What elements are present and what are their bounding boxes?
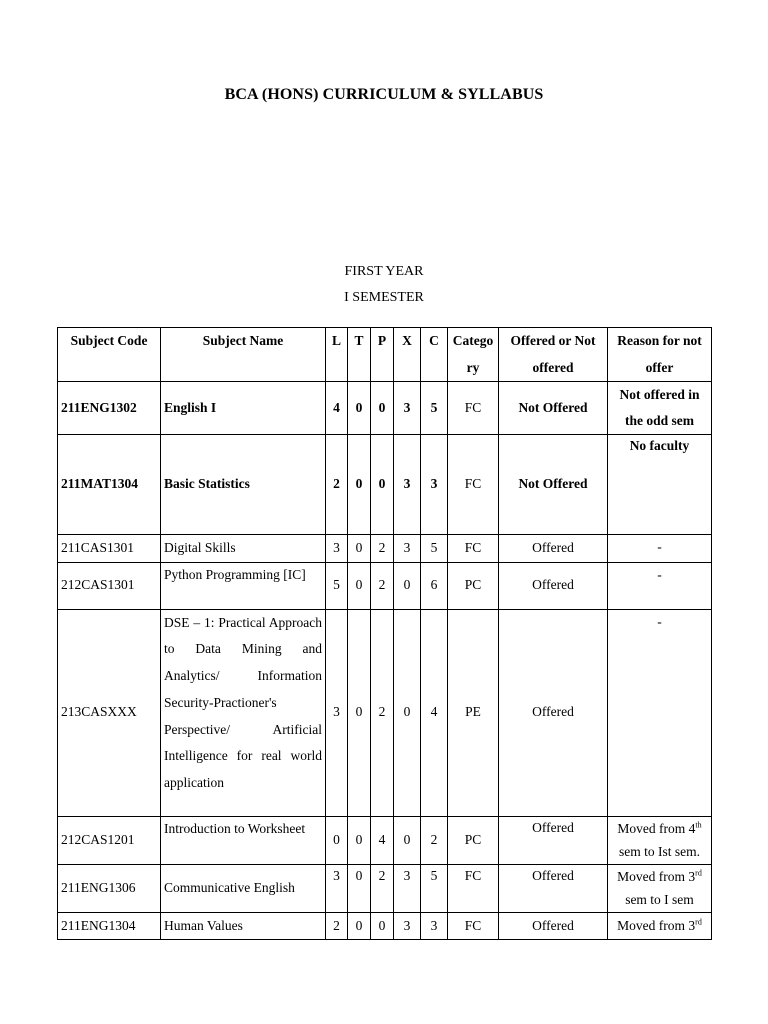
- cell-reason: -: [608, 609, 712, 816]
- cell-c: 5: [421, 864, 448, 912]
- cell-reason: -: [608, 535, 712, 563]
- cell-p: 0: [371, 382, 394, 435]
- table-row: [58, 864, 712, 912]
- header-reason: Reason for not offer: [608, 328, 712, 382]
- cell-code: 212CAS1201: [58, 816, 161, 864]
- cell-reason: Not offered in the odd sem: [608, 382, 712, 435]
- cell-reason: Moved from 3rd sem to I sem: [608, 864, 712, 912]
- cell-p: 4: [371, 816, 394, 864]
- cell-x: 0: [394, 609, 421, 816]
- cell-code: 211ENG1304: [58, 912, 161, 940]
- cell-offered: Offered: [499, 816, 608, 864]
- cell-t: 0: [348, 609, 371, 816]
- header-l: L: [326, 328, 348, 382]
- cell-category: FC: [448, 864, 499, 912]
- cell-code: 212CAS1301: [58, 562, 161, 609]
- cell-category: FC: [448, 435, 499, 535]
- cell-x: 3: [394, 435, 421, 535]
- cell-offered: Offered: [499, 864, 608, 912]
- cell-name: Digital Skills: [161, 535, 326, 563]
- cell-l: 4: [326, 382, 348, 435]
- cell-c: 5: [421, 535, 448, 563]
- cell-category: PE: [448, 609, 499, 816]
- cell-x: 0: [394, 562, 421, 609]
- cell-l: 5: [326, 562, 348, 609]
- header-subject-code: Subject Code: [58, 328, 161, 382]
- cell-p: 0: [371, 912, 394, 940]
- cell-x: 3: [394, 535, 421, 563]
- cell-t: 0: [348, 864, 371, 912]
- cell-x: 3: [394, 382, 421, 435]
- cell-category: PC: [448, 562, 499, 609]
- cell-t: 0: [348, 562, 371, 609]
- semester-heading: I SEMESTER: [344, 290, 424, 305]
- cell-p: 2: [371, 562, 394, 609]
- cell-code: 213CASXXX: [58, 609, 161, 816]
- header-p: P: [371, 328, 394, 382]
- cell-name: Human Values: [161, 912, 326, 940]
- cell-t: 0: [348, 435, 371, 535]
- cell-name: Python Programming [IC]: [161, 562, 326, 609]
- cell-c: 2: [421, 816, 448, 864]
- cell-p: 0: [371, 435, 394, 535]
- cell-l: 3: [326, 864, 348, 912]
- cell-offered: Offered: [499, 912, 608, 940]
- cell-name: DSE – 1: Practical Approach to Data Mining and Analytics/ Information Security-Practioner's Perspective/ Artificial Intelligence for real world application: [161, 609, 326, 816]
- cell-category: PC: [448, 816, 499, 864]
- cell-c: 5: [421, 382, 448, 435]
- cell-c: 6: [421, 562, 448, 609]
- cell-reason: -: [608, 562, 712, 609]
- header-offered: Offered or Not offered: [499, 328, 608, 382]
- table-row: [58, 912, 712, 940]
- table-header-row: [58, 328, 712, 382]
- cell-offered: Not Offered: [499, 435, 608, 535]
- cell-t: 0: [348, 535, 371, 563]
- cell-category: FC: [448, 382, 499, 435]
- cell-x: 3: [394, 864, 421, 912]
- cell-p: 2: [371, 864, 394, 912]
- cell-reason: Moved from 4th sem to Ist sem.: [608, 816, 712, 864]
- cell-offered: Offered: [499, 609, 608, 816]
- table-row: [58, 435, 712, 535]
- cell-t: 0: [348, 382, 371, 435]
- cell-t: 0: [348, 912, 371, 940]
- cell-x: 0: [394, 816, 421, 864]
- cell-l: 0: [326, 816, 348, 864]
- header-t: T: [348, 328, 371, 382]
- curriculum-table: [57, 327, 712, 940]
- table-row: [58, 382, 712, 435]
- cell-code: 211CAS1301: [58, 535, 161, 563]
- cell-p: 2: [371, 535, 394, 563]
- cell-l: 3: [326, 535, 348, 563]
- table-row: [58, 562, 712, 609]
- cell-offered: Not Offered: [499, 382, 608, 435]
- cell-category: FC: [448, 535, 499, 563]
- cell-c: 4: [421, 609, 448, 816]
- year-heading: FIRST YEAR: [344, 264, 424, 279]
- cell-l: 3: [326, 609, 348, 816]
- cell-reason: No faculty: [608, 435, 712, 535]
- cell-code: 211ENG1302: [58, 382, 161, 435]
- cell-c: 3: [421, 912, 448, 940]
- cell-name: Introduction to Worksheet: [161, 816, 326, 864]
- cell-name: English I: [161, 382, 326, 435]
- document-title: BCA (HONS) CURRICULUM & SYLLABUS: [224, 86, 544, 103]
- cell-category: FC: [448, 912, 499, 940]
- cell-reason: Moved from 3rd: [608, 912, 712, 940]
- cell-code: 211ENG1306: [58, 864, 161, 912]
- cell-name: Basic Statistics: [161, 435, 326, 535]
- cell-t: 0: [348, 816, 371, 864]
- header-category: Catego ry: [448, 328, 499, 382]
- table-row: [58, 535, 712, 563]
- cell-x: 3: [394, 912, 421, 940]
- cell-name: Communicative English: [161, 864, 326, 912]
- cell-p: 2: [371, 609, 394, 816]
- cell-c: 3: [421, 435, 448, 535]
- cell-offered: Offered: [499, 535, 608, 563]
- cell-l: 2: [326, 435, 348, 535]
- header-subject-name: Subject Name: [161, 328, 326, 382]
- header-x: X: [394, 328, 421, 382]
- cell-code: 211MAT1304: [58, 435, 161, 535]
- table-row: [58, 609, 712, 816]
- header-c: C: [421, 328, 448, 382]
- cell-l: 2: [326, 912, 348, 940]
- table-row: [58, 816, 712, 864]
- cell-offered: Offered: [499, 562, 608, 609]
